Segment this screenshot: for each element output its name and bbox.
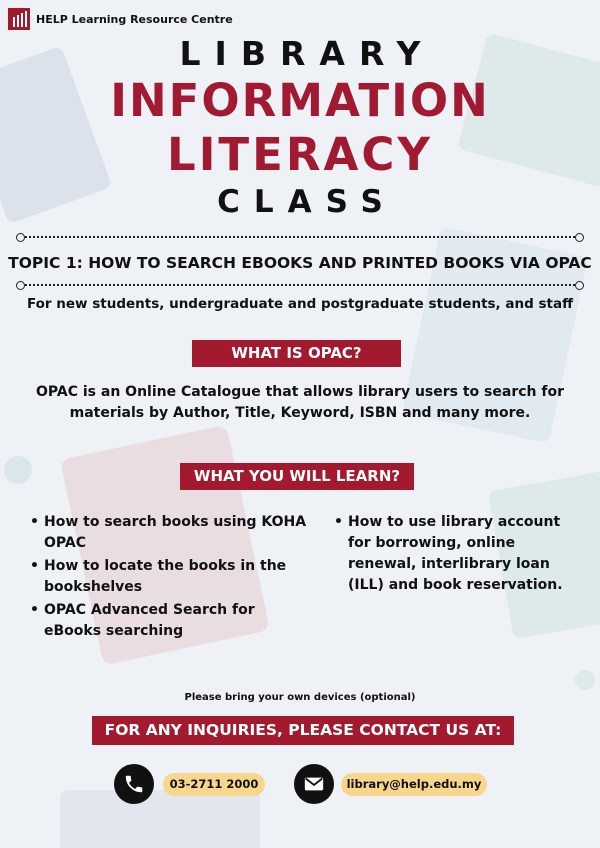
org-name: HELP Learning Resource Centre	[36, 12, 233, 26]
learn-list-left	[30, 512, 315, 644]
list-item: • How to locate the books in the bookshelves	[30, 556, 315, 598]
phone-icon	[114, 764, 154, 804]
header	[8, 8, 233, 30]
title-line-3: LITERACY	[167, 128, 433, 181]
list-item: • OPAC Advanced Search for eBooks searching	[30, 600, 315, 642]
contact-banner: FOR ANY INQUIRIES, PLEASE CONTACT US AT:	[92, 716, 514, 745]
list-item: • How to use library account for borrowing, online renewal, interlibrary loan (ILL) and book reservation.	[334, 512, 574, 596]
topic-heading: TOPIC 1: HOW TO SEARCH EBOOKS AND PRINTED BOOKS VIA OPAC	[8, 254, 592, 272]
audience-text: For new students, undergraduate and postgraduate students, and staff	[26, 296, 574, 312]
list-item: • How to search books using KOHA OPAC	[30, 512, 315, 554]
mail-icon	[294, 764, 334, 804]
title-line-1: LIBRARY	[179, 34, 435, 73]
what-is-opac-banner: WHAT IS OPAC?	[192, 340, 401, 367]
devices-note: Please bring your own devices (optional)	[184, 692, 416, 703]
email-address[interactable]: library@help.edu.my	[341, 773, 487, 796]
phone-number[interactable]: 03-2711 2000	[163, 773, 265, 796]
divider-bottom	[22, 284, 578, 286]
learn-list-right	[334, 512, 574, 598]
what-you-will-learn-banner: WHAT YOU WILL LEARN?	[180, 463, 414, 490]
divider-top	[22, 236, 578, 238]
title-line-2: INFORMATION	[110, 74, 490, 127]
help-logo	[8, 8, 30, 30]
opac-description: OPAC is an Online Catalogue that allows library users to search for materials by Author, Title, Keyword, ISBN and many more.	[36, 384, 564, 421]
title-line-4: CLASS	[217, 184, 397, 220]
